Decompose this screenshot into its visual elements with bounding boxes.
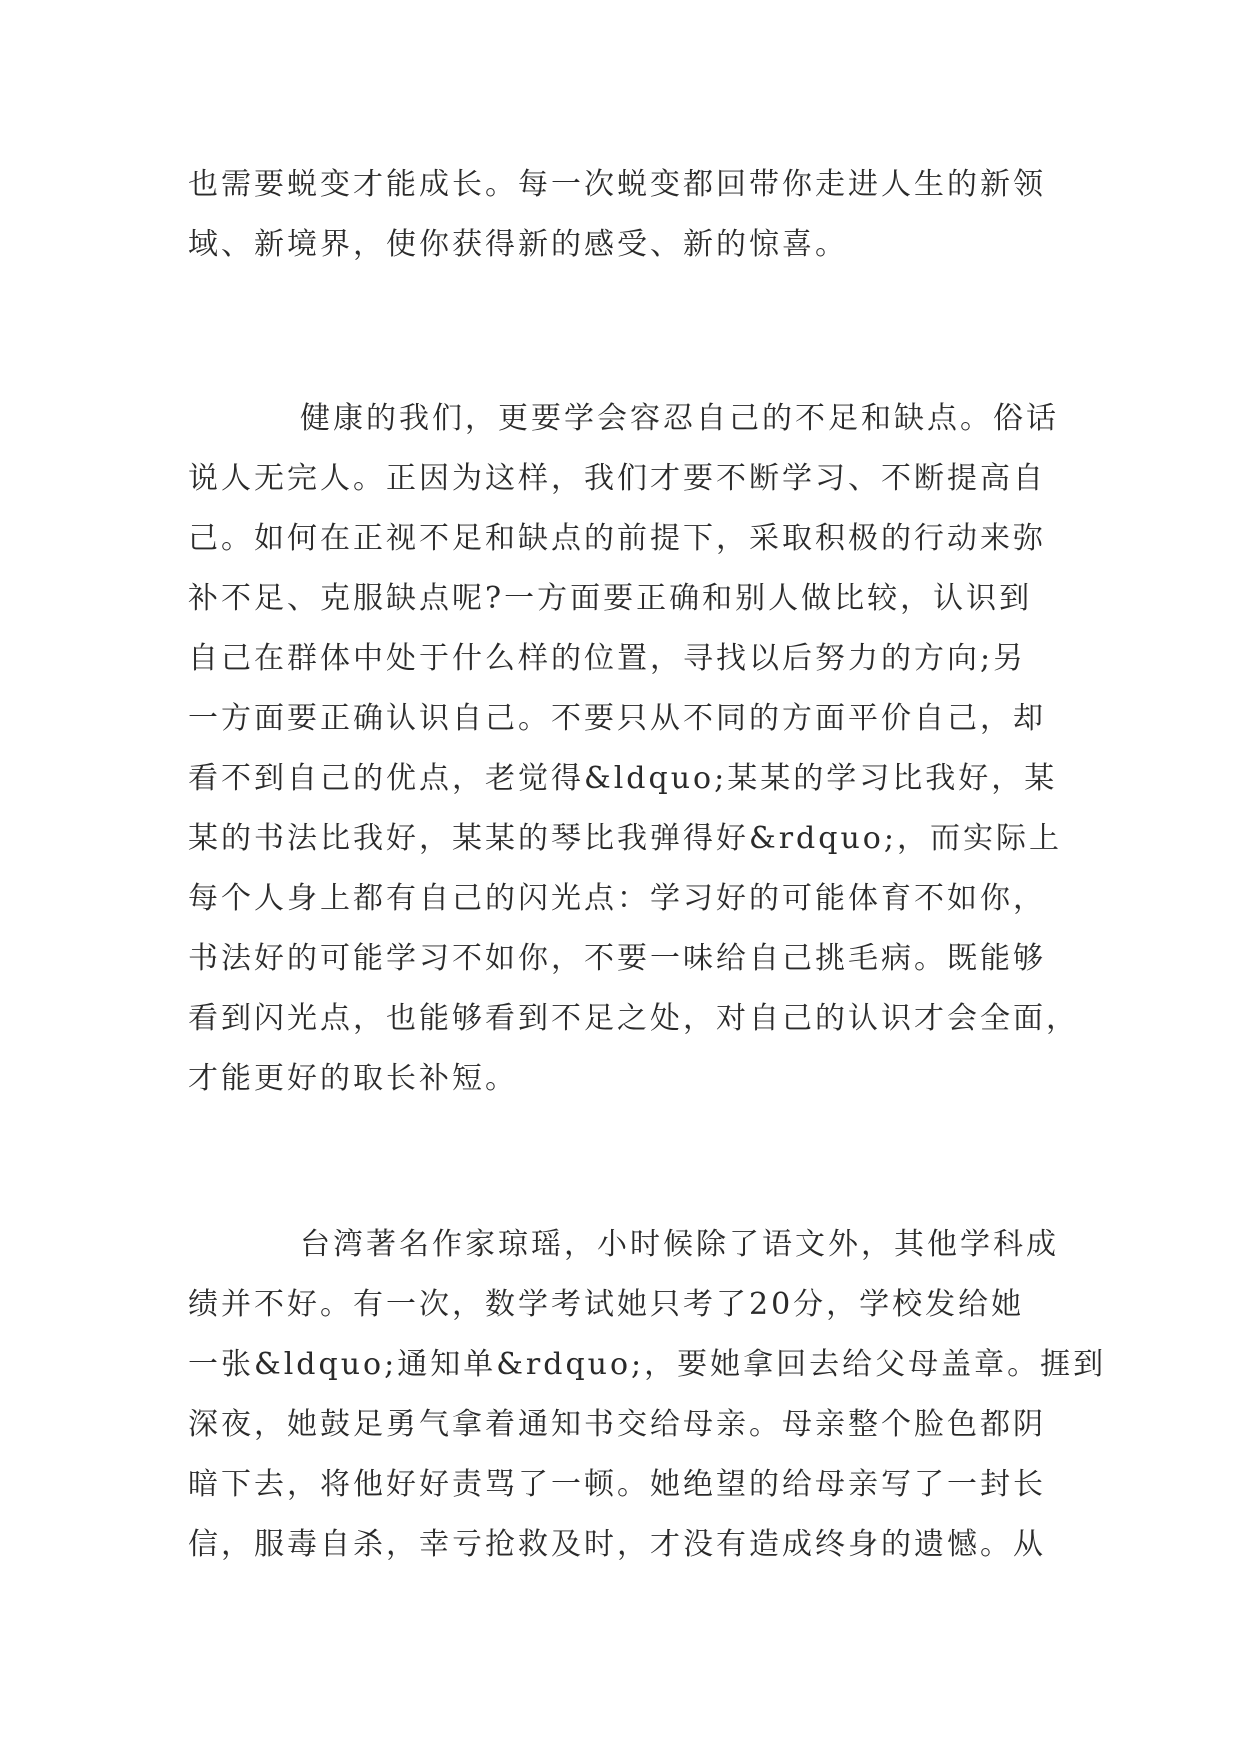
text-line: 己。如何在正视不足和缺点的前提下，采取积极的行动来弥 — [188, 521, 1046, 556]
text-line: 一方面要正确认识自己。不要只从不同的方面平价自己，却 — [188, 701, 1046, 736]
text-line: 也需要蜕变才能成长。每一次蜕变都回带你走进人生的新领 — [188, 167, 1046, 202]
text-line: 看到闪光点，也能够看到不足之处，对自己的认识才会全面， — [188, 1001, 1079, 1036]
text-line: 补不足、克服缺点呢?一方面要正确和别人做比较，认识到 — [188, 581, 1033, 616]
text-line: 深夜，她鼓足勇气拿着通知书交给母亲。母亲整个脸色都阴 — [188, 1407, 1046, 1442]
text-line: 书法好的可能学习不如你，不要一味给自己挑毛病。既能够 — [188, 941, 1046, 976]
text-line: 信，服毒自杀，幸亏抢救及时，才没有造成终身的遗憾。从 — [188, 1527, 1046, 1562]
text-line: 域、新境界，使你获得新的感受、新的惊喜。 — [188, 227, 848, 262]
text-line: 健康的我们，更要学会容忍自己的不足和缺点。俗话 — [300, 401, 1059, 436]
text-line: 自己在群体中处于什么样的位置，寻找以后努力的方向;另 — [188, 641, 1027, 676]
paragraph — [188, 1215, 1107, 1575]
text-line: 说人无完人。正因为这样，我们才要不断学习、不断提高自 — [188, 461, 1046, 496]
paragraph — [188, 155, 1068, 275]
paragraph — [188, 389, 1079, 1109]
text-line: 一张&ldquo;通知单&rdquo;，要她拿回去给父母盖章。捱到 — [188, 1347, 1107, 1382]
text-line: 看不到自己的优点，老觉得&ldquo;某某的学习比我好，某 — [188, 761, 1058, 796]
text-line: 台湾著名作家琼瑶，小时候除了语文外，其他学科成 — [300, 1227, 1059, 1262]
text-line: 才能更好的取长补短。 — [188, 1061, 518, 1096]
text-line: 某的书法比我好，某某的琴比我弹得好&rdquo;，而实际上 — [188, 821, 1062, 856]
text-line: 每个人身上都有自己的闪光点：学习好的可能体育不如你， — [188, 881, 1046, 916]
text-line: 暗下去，将他好好责骂了一顿。她绝望的给母亲写了一封长 — [188, 1467, 1046, 1502]
text-line: 绩并不好。有一次，数学考试她只考了20分，学校发给她 — [188, 1287, 1025, 1322]
